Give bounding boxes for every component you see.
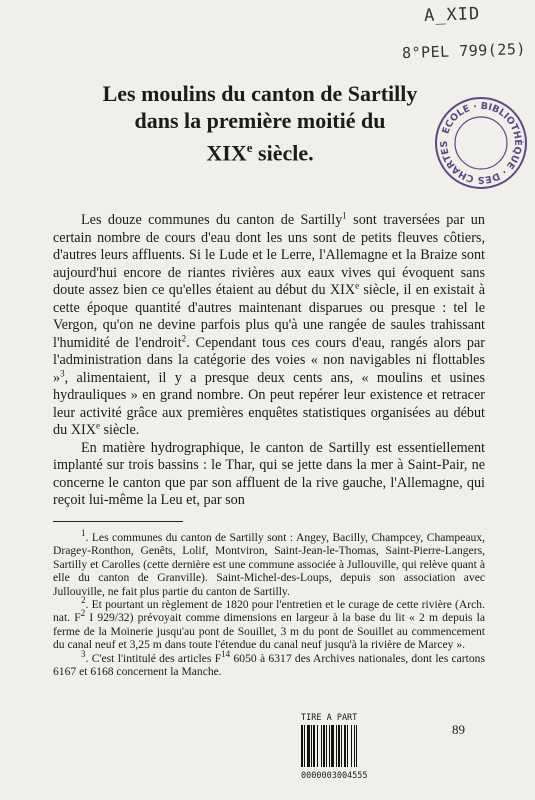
barcode-bar [344,725,346,767]
p1-segment: , alimentaient, il y a presque deux cents ans, « moulins et usines hydrauliques » en grand nombre. On peut repérer leur existence et retracer leur activité grâce aux premières enquêtes statistiques organisées au début du XIX [53,369,485,438]
century-sup: e [355,280,360,291]
p1-segment: sont traversées par un certain nombre de cours d'eau dont les uns sont de petits fleuves côtiers, d'autres leurs affluents. Si le Lude et le Lerre, l'Allemagne et la Braize sont aujourd'hui encore de riantes rivières aux eaux vives qui évoquent sans doute assez bien ce qu'elles étaient au début du XIX [53,212,485,298]
title-century-sup: e [246,140,253,155]
barcode-bar [331,725,334,767]
barcode-bar [338,725,340,767]
handwritten-shelfmark-line2: 8°PEL 799(25) [401,39,527,63]
barcode-bar [347,725,348,767]
footnote-2-text: I 929/32) prévoyait comme dimensions en largeur à la base du lit « 2 m depuis la ferme de la Moinerie jusqu'au pont de Souillet, 3 m du pont de Souillet au commencement du canal neuf et 3,25 m dans toute l'étendue du canal neuf jusqu'à la rivière de Marcey ». [53,611,485,652]
offprint-label: TIRE A PART [301,713,358,723]
footnote-rule [53,521,183,522]
footnote-3-text: . C'est l'intitulé des articles F [85,651,222,665]
barcode-bar [336,725,337,767]
p1-segment: siècle, il en existait à cette époque quantité d'autres maintenant disparues ou presque : tel le Vergon, qu'on ne devine parfois plus qu'à une rangée de saules trahissant l'humidité de l'endroit [53,282,486,351]
paragraph-2: En matière hydrographique, le canton de Sartilly est essentiellement implanté sur trois bassins : le Thar, qui se jette dans la mer à Saint-Pair, ne concerne le canton que par son affluent de la rive gauche, l'Allemagne, qui reçoit lui-même la Leu et, par son [53,439,485,508]
title-tail: siècle. [252,140,314,166]
footnote-2-number: 2 [81,595,86,606]
footnote-2 [53,595,485,652]
p1-segment: siècle. [99,422,140,438]
barcode-bar [301,725,303,767]
footnote-1-number: 1 [81,528,86,539]
barcode-bar [317,725,318,767]
p1-segment: Les douze communes du canton de Sartilly [81,212,343,228]
page-number: 89 [452,722,465,737]
footnote-2-text: . Et pourtant un règlement de 1820 pour l'entretien et le curage de cette rivière (Arch. nat. F [53,598,485,625]
barcode-bar [329,725,330,767]
main-text [53,212,485,510]
barcode-bar [323,725,325,767]
barcode-bar [326,725,327,767]
paragraph-1 [53,212,485,440]
footnote-3-number: 3 [81,648,86,659]
footnote-3 [53,648,485,679]
library-stamp [433,95,529,191]
barcode-bar [354,725,355,767]
footnote-1-text: . Les communes du canton de Sartilly sont : Angey, Bacilly, Champcey, Champeaux, Dragey-Ronthon, Genêts, Lolif, Montviron, Saint-Jean-le-Thomas, Saint-Pierre-Langers, Sartilly et Carolles (cette dernière est une commune associée à Jullouville, qui relève quant à elle du canton de Granville). Saint-Michel-des-Loups, depuis son association avec Jullouville, ne fait plus partie du canton de Sartilly. [53,531,485,598]
handwritten-shelfmark-line1: A_XID [423,4,481,26]
title-line-2: dans la première moitié du [134,108,386,133]
footnote-ref-3: 3 [60,367,65,378]
barcode-image [301,725,383,767]
footnote-ref-1: 1 [342,210,347,221]
barcode-number: 0000003004555 [301,771,368,781]
footnote-2-sup: 2 [80,608,86,619]
title-century: XIX [206,140,247,166]
barcode-bar [311,725,312,767]
footnote-1 [53,528,485,598]
stamp-text: ECOLE · BIBLIOTHÈQUE · DES CHARTES [438,100,524,186]
barcode-bar [356,725,357,767]
footnote-ref-2: 2 [181,332,187,343]
barcode-bar [351,725,352,767]
p1-segment: . Cependant tous ces cours d'eau, rangés alors par l'administration dans la catégorie des voies « non navigables ni flottables » [53,334,486,386]
svg-text:ECOLE · BIBLIOTHÈQUE · DES CHA [439,101,524,185]
article-title [70,80,450,166]
barcode-bar [307,725,310,767]
footnote-3-text: 6050 à 6317 des Archives nationales, dont les cartons 6167 et 6168 concernent la Manche. [53,651,485,679]
title-line-3 [70,134,450,166]
barcode-bar [304,725,305,767]
barcode-bar [321,725,322,767]
title-line-1: Les moulins du canton de Sartilly [102,81,418,106]
barcode-bar [313,725,315,767]
century-sup: e [95,420,100,431]
footnote-3-sup: 14 [221,648,231,659]
barcode-bar [341,725,342,767]
footnotes [53,528,485,679]
